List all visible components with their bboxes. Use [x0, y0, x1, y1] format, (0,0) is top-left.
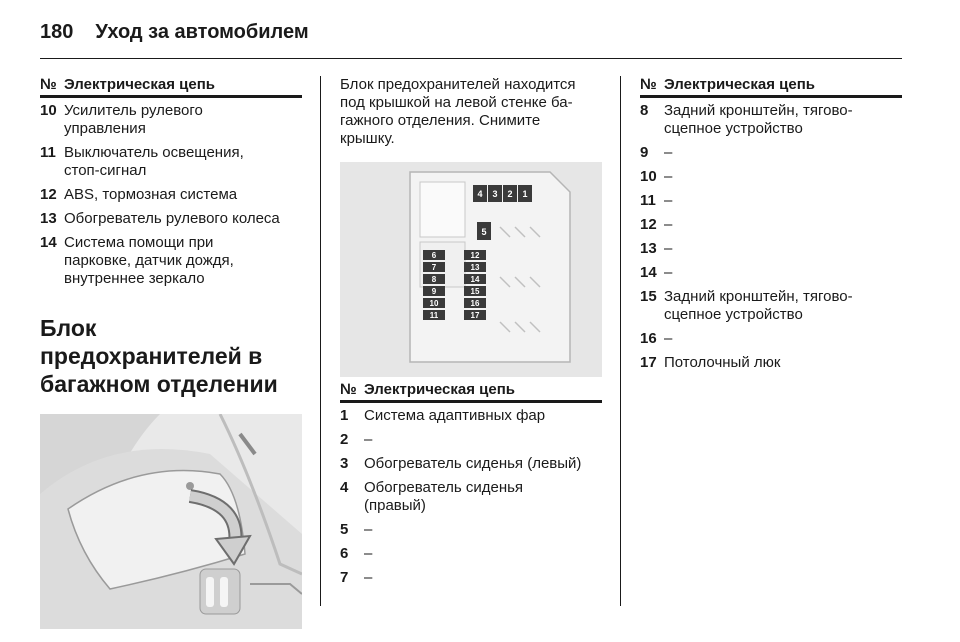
- row-number: 12: [40, 186, 57, 203]
- table-row: [640, 102, 902, 138]
- table-row: [340, 569, 602, 587]
- row-text: –: [364, 569, 373, 586]
- table-row: [340, 455, 602, 473]
- fuse-label: 3: [492, 189, 498, 199]
- row-number: 5: [340, 521, 349, 538]
- fuse-label: 2: [507, 189, 513, 199]
- row-number: 7: [340, 569, 349, 586]
- row-number: 1: [340, 407, 349, 424]
- column-divider: [320, 76, 321, 606]
- table-row: [640, 216, 902, 234]
- row-number: 16: [640, 330, 657, 347]
- row-text: –: [664, 144, 673, 161]
- table-row: [40, 210, 302, 228]
- row-text: –: [664, 264, 673, 281]
- fuse-label: 4: [477, 189, 483, 199]
- table-row: [640, 330, 902, 348]
- fuse-label: 13: [470, 263, 480, 272]
- fuse-label: 8: [431, 275, 437, 284]
- fuse-label: 17: [470, 311, 480, 320]
- table-row: [40, 102, 302, 138]
- section-title: Блок предохранителей в багажном отделении: [40, 315, 278, 397]
- row-text: –: [364, 545, 373, 562]
- table-row: [340, 407, 602, 425]
- table-row: [640, 264, 902, 282]
- table-row: [340, 479, 602, 515]
- table-row: [640, 192, 902, 210]
- row-number: 13: [640, 240, 657, 257]
- table-row: [640, 168, 902, 186]
- row-number: 11: [640, 192, 656, 209]
- row-text: –: [664, 330, 673, 347]
- trunk-illustration: [40, 414, 302, 629]
- row-text: –: [364, 521, 373, 538]
- row-text: –: [664, 240, 673, 257]
- row-text: Обогреватель сиденья (левый): [364, 455, 582, 472]
- header-circuit: Электрическая цепь: [664, 76, 816, 93]
- table-row: [40, 186, 302, 204]
- fuse-box-diagram: [340, 162, 602, 377]
- header-no: №: [340, 381, 357, 398]
- header-no: №: [40, 76, 57, 93]
- row-number: 9: [640, 144, 649, 161]
- row-number: 2: [340, 431, 349, 448]
- fuse-label: 6: [431, 251, 437, 260]
- table-row: [640, 144, 902, 162]
- column-2: [340, 76, 602, 587]
- row-text: Обогреватель рулевого колеса: [64, 210, 280, 227]
- table-row: [640, 288, 902, 324]
- column-3: [640, 76, 902, 372]
- table-row: [40, 234, 302, 288]
- page-number: 180: [40, 20, 74, 43]
- fuse-label: 7: [431, 263, 437, 272]
- column-divider: [620, 76, 621, 606]
- row-text: –: [664, 216, 673, 233]
- fuse-label: 10: [429, 299, 439, 308]
- table-header: [40, 76, 302, 98]
- header-circuit: Электрическая цепь: [64, 76, 216, 93]
- row-text: –: [664, 168, 673, 185]
- fuse-label: 9: [431, 287, 437, 296]
- row-text: Система помощи при парковке, датчик дождя, внутреннее зеркало: [64, 234, 234, 287]
- row-text: –: [664, 192, 673, 209]
- fuse-label: 12: [470, 251, 480, 260]
- row-number: 17: [640, 354, 657, 371]
- table-row: [340, 545, 602, 563]
- row-number: 13: [40, 210, 57, 227]
- table-row: [340, 521, 602, 539]
- fuse-label: 5: [481, 227, 487, 237]
- fuse-label: 16: [470, 299, 480, 308]
- row-text: Система адаптивных фар: [364, 407, 546, 424]
- row-number: 8: [640, 102, 649, 119]
- page-title: Уход за автомобилем: [95, 20, 309, 43]
- row-text: Усилитель рулевого управления: [64, 102, 203, 137]
- page-header: [40, 12, 309, 52]
- header-circuit: Электрическая цепь: [364, 381, 516, 398]
- fuse-box-location-text: Блок предохранителей находится под крышкой на левой стенке ба-гажного отделения. Снимите крышку.: [340, 76, 576, 147]
- column-1: [40, 76, 302, 629]
- fuse-label: 11: [429, 311, 439, 320]
- row-number: 4: [340, 479, 349, 496]
- header-divider: [40, 58, 902, 59]
- row-text: Выключатель освещения, стоп-сигнал: [64, 144, 244, 179]
- row-number: 10: [640, 168, 657, 185]
- fuse-label: 14: [470, 275, 480, 284]
- row-number: 10: [40, 102, 57, 119]
- row-text: Задний кронштейн, тягово-сцепное устройство: [664, 288, 853, 323]
- fuse-label: 1: [522, 189, 528, 199]
- row-number: 6: [340, 545, 349, 562]
- row-number: 14: [40, 234, 57, 251]
- table-row: [640, 354, 902, 372]
- table-row: [40, 144, 302, 180]
- fuse-label: 15: [470, 287, 480, 296]
- row-text: –: [364, 431, 373, 448]
- row-text: Обогреватель сиденья (правый): [364, 479, 524, 514]
- table-row: [640, 240, 902, 258]
- row-number: 15: [640, 288, 657, 305]
- table-header: [640, 76, 902, 98]
- table-row: [340, 431, 602, 449]
- table-header: [340, 381, 602, 403]
- row-number: 3: [340, 455, 349, 472]
- row-number: 12: [640, 216, 657, 233]
- row-number: 11: [40, 144, 56, 161]
- row-text: Потолочный люк: [664, 354, 781, 371]
- fuse-box-image: [340, 162, 602, 377]
- row-text: ABS, тормозная система: [64, 186, 238, 203]
- header-no: №: [640, 76, 657, 93]
- row-number: 14: [640, 264, 657, 281]
- trunk-compartment-image: [40, 414, 302, 629]
- row-text: Задний кронштейн, тягово-сцепное устройство: [664, 102, 853, 137]
